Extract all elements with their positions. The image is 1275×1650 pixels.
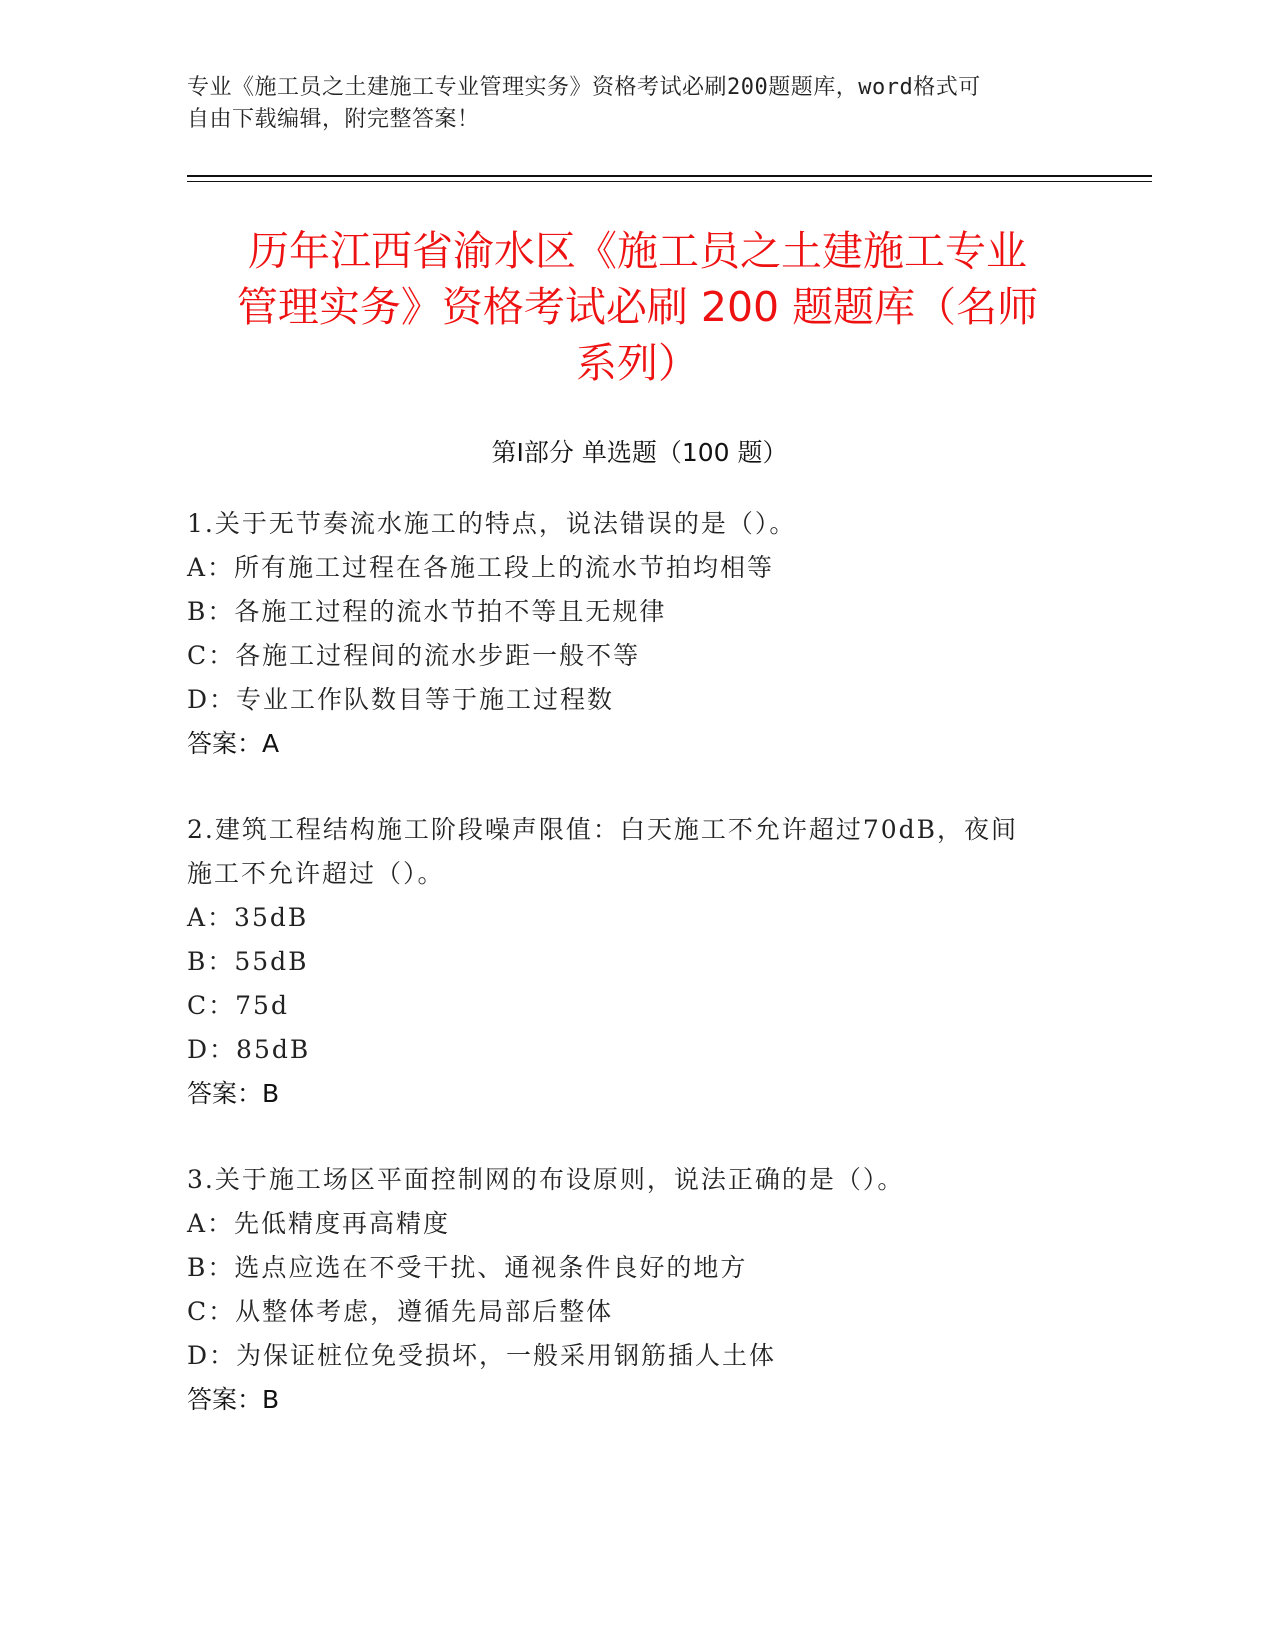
- question-3-option-b: B：选点应选在不受干扰、通视条件良好的地方: [187, 1253, 748, 1282]
- question-3-option-c: C：从整体考虑，遵循先局部后整体: [187, 1297, 614, 1326]
- question-3-option-d: D：为保证桩位免受损坏，一般采用钢筋插人土体: [187, 1341, 777, 1370]
- document-title-line-3: 系列）: [576, 339, 699, 387]
- header-divider-thin: [187, 181, 1152, 182]
- question-1-answer: 答案：A: [187, 729, 280, 758]
- document-title-line-2: 管理实务》资格考试必刷 200 题题库（名师: [236, 283, 1039, 331]
- question-1-stem: 1.关于无节奏流水施工的特点，说法错误的是（）。: [187, 509, 797, 538]
- question-2-option-c: C：75d: [187, 991, 289, 1020]
- document-title-line-1: 历年江西省渝水区《施工员之土建施工专业: [248, 227, 1027, 275]
- question-2-stem-line-1: 2.建筑工程结构施工阶段噪声限值：白天施工不允许超过70dB，夜间: [187, 815, 1019, 844]
- question-2-stem-line-2: 施工不允许超过（）。: [187, 859, 445, 888]
- question-3-option-a: A：先低精度再高精度: [187, 1209, 451, 1238]
- question-3-answer: 答案：B: [187, 1385, 280, 1414]
- question-2-answer: 答案：B: [187, 1079, 280, 1108]
- section-title: 第Ⅰ部分 单选题（100 题）: [491, 438, 788, 467]
- question-1-option-d: D：专业工作队数目等于施工过程数: [187, 685, 615, 714]
- question-1-option-b: B：各施工过程的流水节拍不等且无规律: [187, 597, 667, 626]
- question-1-option-a: A：所有施工过程在各施工段上的流水节拍均相等: [187, 553, 775, 582]
- document-title: [150, 223, 1125, 391]
- header-divider-thick: [187, 175, 1152, 177]
- header-note: [187, 72, 1067, 136]
- question-2-option-d: D：85dB: [187, 1035, 311, 1064]
- question-3-stem: 3.关于施工场区平面控制网的布设原则，说法正确的是（）。: [187, 1165, 905, 1194]
- question-2-option-b: B：55dB: [187, 947, 309, 976]
- question-2-option-a: A：35dB: [187, 903, 309, 932]
- header-note-line-1: 专业《施工员之土建施工专业管理实务》资格考试必刷200题题库，word格式可: [187, 75, 981, 100]
- header-note-line-2: 自由下载编辑，附完整答案！: [187, 107, 480, 132]
- question-1-option-c: C：各施工过程间的流水步距一般不等: [187, 641, 641, 670]
